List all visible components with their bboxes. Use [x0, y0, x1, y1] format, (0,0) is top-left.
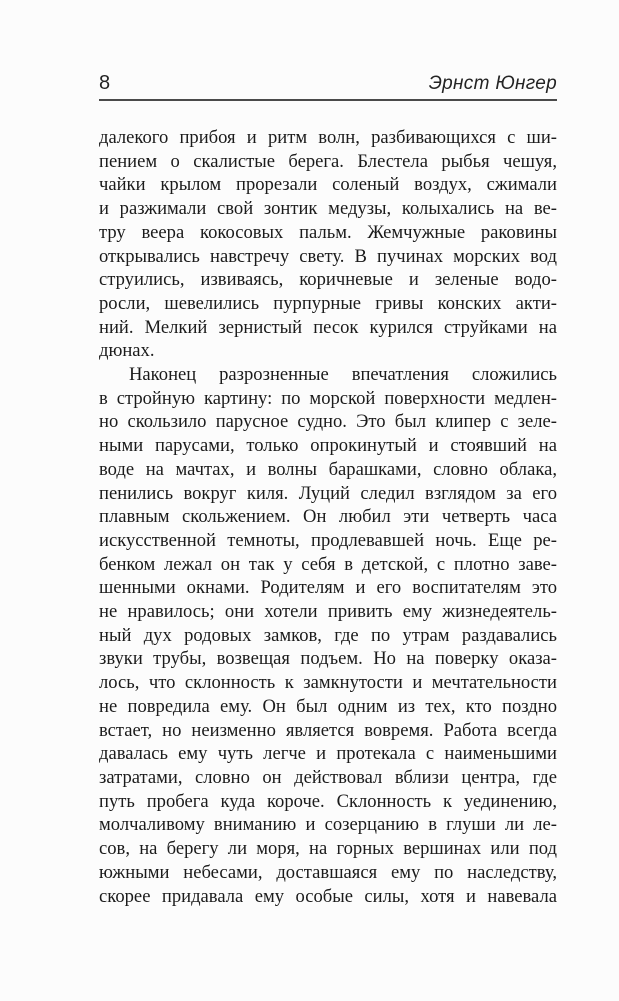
- text-line: путь пробега куда короче. Склонность к уединению,: [99, 790, 557, 812]
- text-line: и разжимали свой зонтик медузы, колыхались на ве-: [99, 198, 557, 220]
- page-header: [99, 70, 557, 98]
- text-line: чайки крылом прорезали соленый воздух, сжимали: [99, 174, 557, 196]
- text-line: лось, что склонность к замкнутости и мечтательности: [99, 672, 557, 694]
- paragraph: [99, 363, 557, 908]
- page-body: [99, 126, 557, 908]
- text-line: ными парусами, только опрокинутый и стоявший на: [99, 435, 557, 457]
- text-line: ный дух родовых замков, где по утрам раздавались: [99, 624, 557, 646]
- text-line: искусственной темноты, продлевавшей ночь. Еще ре-: [99, 529, 557, 551]
- text-line: ний. Мелкий зернистый песок курился струйками на: [99, 316, 557, 338]
- text-line: бенком лежал он так у себя в детской, с плотно заве-: [99, 553, 557, 575]
- text-line: пенились вокруг киля. Луций следил взглядом за его: [99, 482, 557, 504]
- text-line: встает, но неизменно является вовремя. Работа всегда: [99, 719, 557, 741]
- text-line: дюнах.: [99, 340, 155, 362]
- text-line: не повредила ему. Он был одним из тех, кто поздно: [99, 695, 557, 717]
- page-number: 8: [99, 72, 111, 94]
- text-line: тру веера кокосовых пальм. Жемчужные раковины: [99, 221, 557, 243]
- text-line: далекого прибоя и ритм волн, разбивающихся с ши-: [99, 127, 557, 148]
- text-line: открывались навстречу свету. В пучинах морских вод: [99, 245, 557, 267]
- header-rule: [99, 99, 557, 101]
- paragraph: [99, 126, 557, 363]
- text-line: струились, извиваясь, коричневые и зеленые водо-: [99, 269, 557, 291]
- text-line: молчаливому вниманию и созерцанию в глуши ли ле-: [99, 814, 557, 836]
- text-line: плавным скольжением. Он любил эти четверть часа: [99, 506, 557, 528]
- text-line: росли, шевелились пурпурные гривы конских акти-: [99, 292, 557, 314]
- text-line: звуки трубы, возвещая подъем. Но на поверку оказа-: [99, 648, 557, 670]
- text-line: скорее придавала ему особые силы, хотя и навевала: [99, 885, 557, 907]
- text-line: южными небесами, доставшаяся ему по наследству,: [99, 861, 557, 883]
- text-line: давалась ему чуть легче и протекала с наименьшими: [99, 743, 557, 765]
- text-line: воде на мачтах, и волны барашками, словно облака,: [99, 458, 557, 480]
- text-line: в стройную картину: по морской поверхности медлен-: [99, 387, 557, 409]
- text-line: шенными окнами. Родителям и его воспитателям это: [99, 577, 557, 599]
- running-head: Эрнст Юнгер: [428, 73, 557, 94]
- text-line: Наконец разрозненные впечатления сложились: [129, 364, 557, 386]
- text-line: затратами, словно он действовал вблизи центра, где: [99, 766, 557, 788]
- text-line: не нравилось; они хотели привить ему жизнедеятель-: [99, 601, 557, 623]
- text-line: пением о скалистые берега. Блестела рыбья чешуя,: [99, 150, 557, 172]
- text-line: но скользило парусное судно. Это был клипер с зеле-: [99, 411, 557, 433]
- text-line: сов, на берегу ли моря, на горных вершинах или под: [99, 838, 557, 860]
